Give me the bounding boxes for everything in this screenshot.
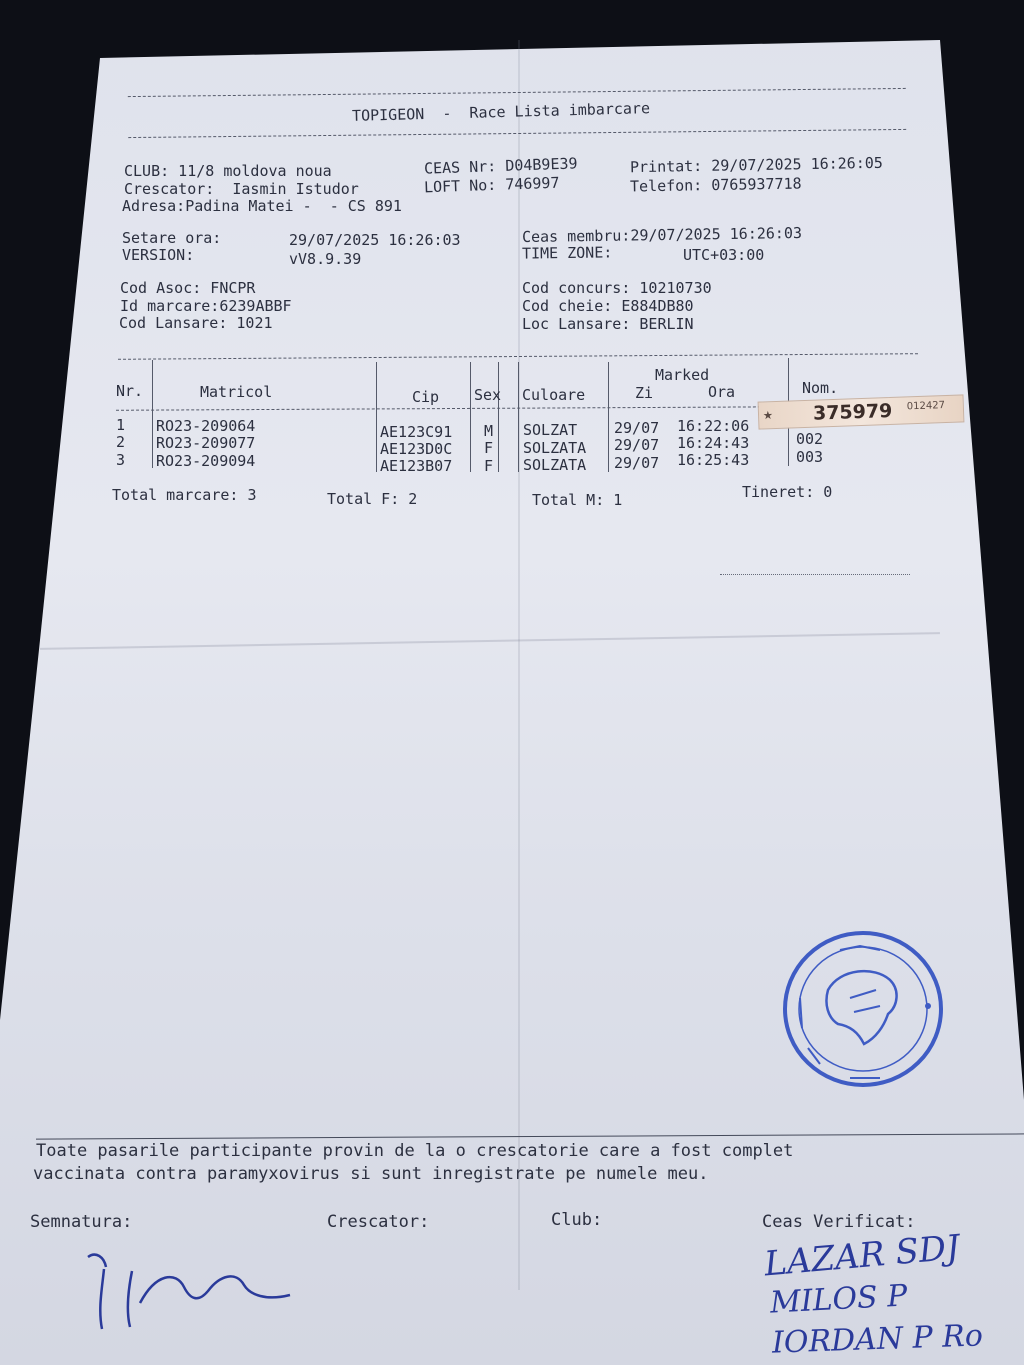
cell-nr: 1 (116, 416, 126, 434)
semnatura-label: Semnatura: (30, 1212, 133, 1232)
handwritten-name-1: LAZAR SDJ (762, 1227, 962, 1285)
cell-zi: 29/07 (614, 419, 660, 437)
dotted-rule-right (720, 574, 910, 575)
cell-cip: AE123C91 (380, 423, 453, 441)
th-zi: Zi (635, 384, 654, 402)
tag-number: 375979 (812, 399, 893, 425)
fold-crease-vertical (518, 40, 520, 1290)
ceas-membru: Ceas membru:29/07/2025 16:26:03 (521, 224, 803, 246)
ceas-nr: CEAS Nr: D04B9E39 (423, 154, 578, 178)
cell-ora: 16:24:43 (677, 434, 750, 452)
loc-lansare: Loc Lansare: BERLIN (522, 315, 694, 333)
cell-sex: M (484, 422, 494, 440)
time-zone-label: TIME ZONE: (521, 243, 613, 263)
th-marked: Marked (655, 366, 710, 384)
cell-matricol: RO23-209094 (156, 452, 256, 470)
cell-nom: 002 (796, 430, 824, 448)
cell-culoare: SOLZAT (523, 421, 578, 439)
declaration-line-2: vaccinata contra paramyxovirus si sunt inregistrate pe numele meu. (33, 1164, 709, 1184)
cell-cip: AE123D0C (380, 440, 453, 458)
cell-sex: F (484, 439, 494, 457)
th-culoare: Culoare (522, 386, 586, 404)
page-title: TOPIGEON - Race Lista imbarcare (351, 99, 651, 125)
club-line: CLUB: 11/8 moldova noua (124, 162, 332, 180)
th-nom: Nom. (802, 379, 839, 397)
tag-small-number: 012427 (906, 400, 946, 413)
total-m: Total M: 1 (532, 491, 623, 509)
time-zone-value: UTC+03:00 (683, 246, 765, 264)
cod-lansare: Cod Lansare: 1021 (119, 314, 273, 332)
col-sep-2 (376, 362, 377, 472)
cell-culoare: SOLZATA (523, 456, 587, 474)
handwritten-name-3: IORDAN P Ro (771, 1318, 984, 1361)
adresa-line: Adresa:Padina Matei - - CS 891 (122, 197, 402, 215)
cell-cip: AE123B07 (380, 457, 453, 475)
cell-matricol: RO23-209064 (156, 417, 256, 435)
tineret: Tineret: 0 (742, 483, 833, 501)
th-sex: Sex (474, 386, 502, 404)
col-sep-4 (498, 362, 499, 472)
cell-nr: 3 (116, 451, 126, 469)
ceas-verificat-label: Ceas Verificat: (762, 1212, 916, 1232)
version-value: vV8.9.39 (289, 250, 362, 268)
cell-culoare: SOLZATA (523, 439, 587, 457)
declaration-line-1: Toate pasarile participante provin de la o crescatorie care a fost complet (36, 1141, 794, 1161)
th-ora: Ora (708, 383, 736, 401)
cell-nr: 2 (116, 433, 126, 451)
crescator-label: Crescator: (327, 1212, 430, 1232)
crescator-line: Crescator: Iasmin Istudor (124, 180, 359, 198)
loft-no: LOFT No: 746997 (423, 173, 560, 197)
club-stamp (780, 928, 946, 1090)
setare-value: 29/07/2025 16:26:03 (289, 231, 461, 249)
telefon: Telefon: 0765937718 (629, 174, 802, 196)
th-matricol: Matricol (200, 383, 273, 401)
cell-nom: 003 (796, 448, 824, 466)
total-f: Total F: 2 (327, 490, 418, 508)
th-cip: Cip (412, 388, 440, 406)
setare-label: Setare ora: (122, 229, 222, 247)
cell-zi: 29/07 (614, 436, 660, 454)
col-sep-5 (518, 362, 519, 472)
club-label: Club: (551, 1210, 603, 1230)
cod-concurs: Cod concurs: 10210730 (522, 279, 712, 297)
cod-asoc: Cod Asoc: FNCPR (120, 279, 256, 297)
handwritten-signature (80, 1245, 310, 1340)
star-icon: ★ (762, 404, 773, 424)
total-marcare: Total marcare: 3 (112, 486, 257, 504)
handwritten-name-2: MILOS P (769, 1278, 909, 1321)
th-nr: Nr. (116, 382, 144, 400)
col-sep-3 (470, 362, 471, 472)
cell-ora: 16:25:43 (677, 451, 750, 469)
col-sep-6 (608, 362, 609, 472)
cell-sex: F (484, 457, 494, 475)
cod-cheie: Cod cheie: E884DB80 (522, 297, 694, 315)
cell-zi: 29/07 (614, 454, 660, 472)
cell-matricol: RO23-209077 (156, 434, 256, 452)
cell-ora: 16:22:06 (677, 417, 750, 435)
version-label: VERSION: (122, 246, 195, 264)
printat: Printat: 29/07/2025 16:26:05 (629, 153, 884, 177)
col-sep-1 (152, 360, 153, 468)
id-marcare: Id marcare:6239ABBF (120, 297, 292, 315)
